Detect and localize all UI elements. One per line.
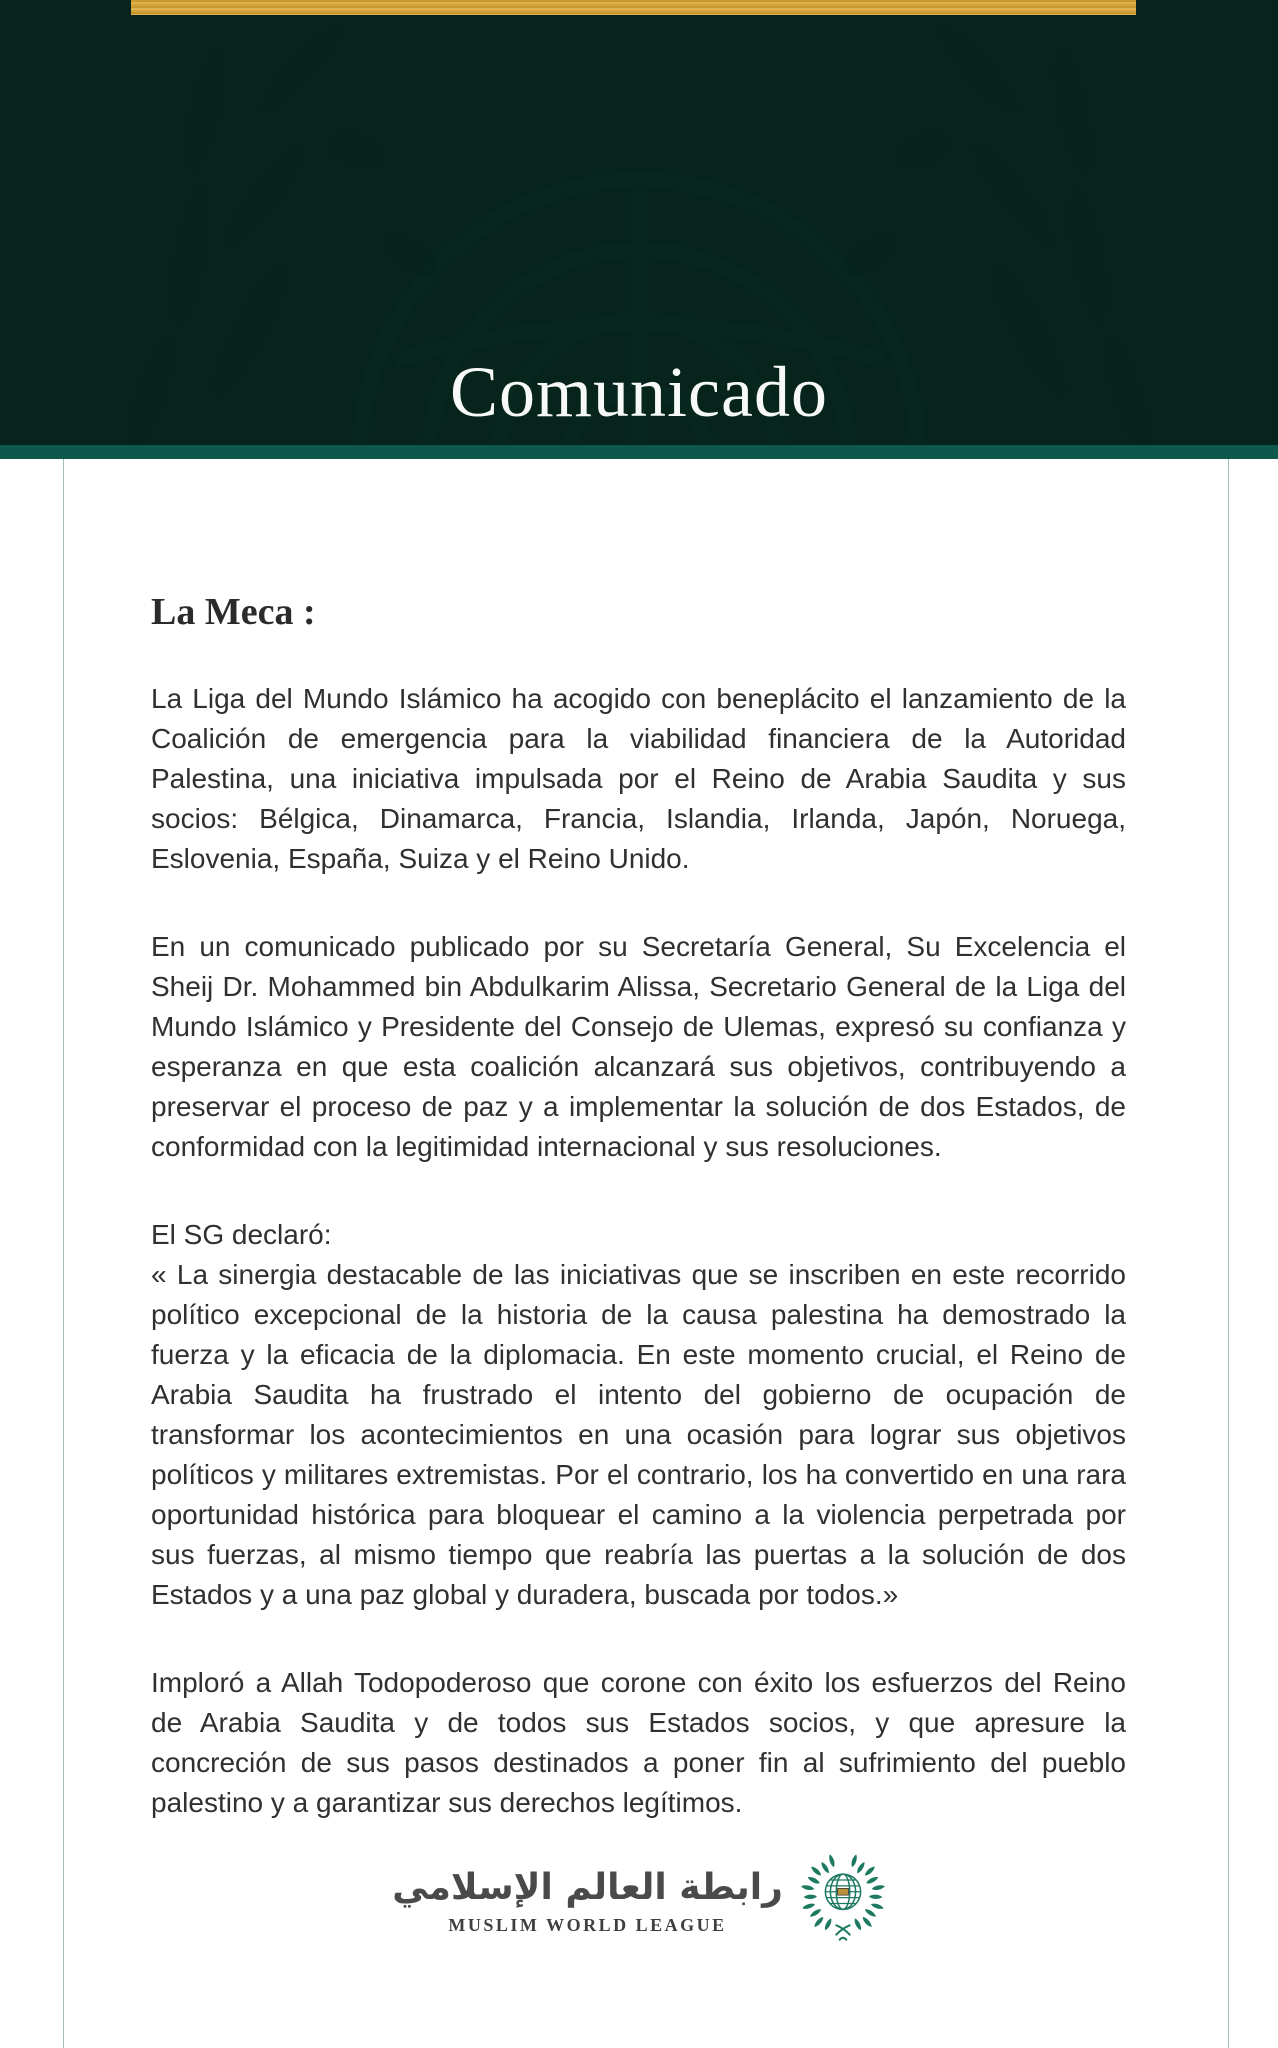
mwl-arabic-calligraphy: رابطة العالم الإسلامي (392, 1866, 783, 1908)
quote-paragraph: « La sinergia destacable de las iniciativas que se inscriben en este recorrido político excepcional de la historia de la causa palestina ha demostrado la fuerza y la eficacia de la diplomacia. En este momento crucial, el Reino de Arabia Saudita ha frustrado el intento del gobierno de ocupación de transformar los acontecimientos en una ocasión para lograr sus objetivos políticos y militares extremistas. Por el contrario, los ha convertido en una rara oportunidad histórica para bloquear el camino a la violencia perpetrada por sus fuerzas, al mismo tiempo que reabría las puertas a la solución de dos Estados y a una paz global y duradera, buscada por todos.» (151, 1258, 1126, 1610)
sg-declaration-block (151, 1215, 1126, 1615)
page-title: Comunicado (450, 352, 828, 433)
statement-label: El SG declaró: (151, 1218, 332, 1250)
teal-divider (0, 445, 1278, 459)
location-heading: La Meca : (151, 591, 316, 633)
content-card (63, 459, 1229, 2048)
mwl-emblem-icon (801, 1853, 885, 1949)
mwl-logo-text (392, 1866, 783, 1936)
page-header (0, 0, 1278, 445)
closing-paragraph: Imploró a Allah Todopoderoso que corone con éxito los esfuerzos del Reino de Arabia Saudita y de todos sus Estados socios, y que apresure la concreción de sus pasos destinados a poner fin al sufrimiento del pueblo palestino y a garantizar sus derechos legítimos. (151, 1666, 1126, 1818)
mwl-logo (392, 1853, 885, 1949)
paragraph-coalition: La Liga del Mundo Islámico ha acogido con beneplácito el lanzamiento de la Coalición de emergencia para la viabilidad financiera de la Autoridad Palestina, una iniciativa impulsada por el Reino de Arabia Saudita y sus socios: Bélgica, Dinamarca, Francia, Islandia, Irlanda, Japón, Noruega, Eslovenia, España, Suiza y el Reino Unido. (151, 682, 1126, 874)
gold-accent-bar (131, 0, 1136, 15)
paragraph-statement: En un comunicado publicado por su Secretaría General, Su Excelencia el Sheij Dr. Mohammed bin Abdulkarim Alissa, Secretario General de la Liga del Mundo Islámico y Presidente del Consejo de Ulemas, expresó su confianza y esperanza en que esta coalición alcanzará sus objetivos, contribuyendo a preservar el proceso de paz y a implementar la solución de dos Estados, de conformidad con la legitimidad internacional y sus resoluciones. (151, 930, 1126, 1162)
mwl-wordmark: MUSLIM WORLD LEAGUE (448, 1914, 727, 1935)
